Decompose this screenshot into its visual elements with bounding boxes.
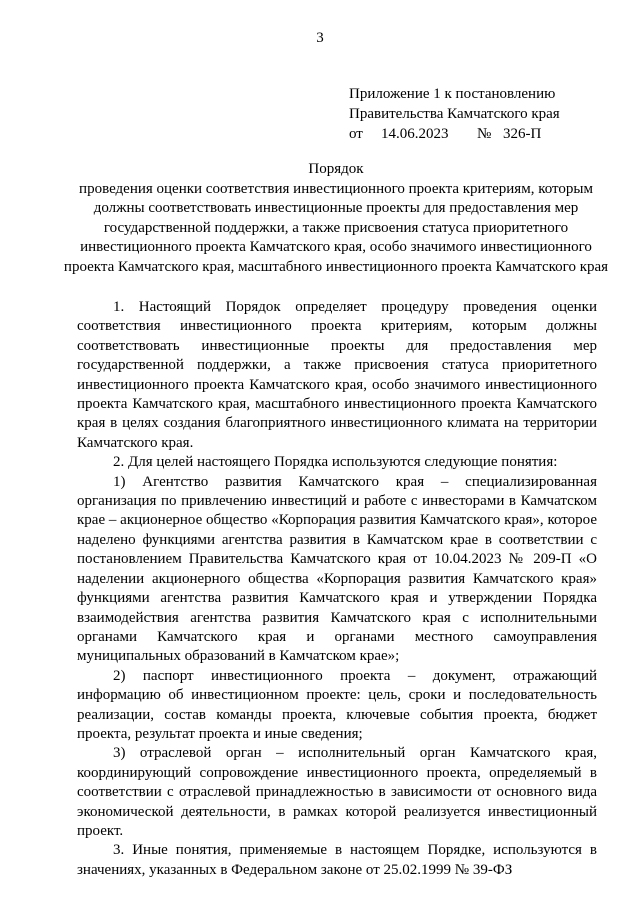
paragraph: 2) паспорт инвестиционного проекта – документ, отражающий информацию об инвестиционном проекте: цель, сроки и последовательность реализации, состав команды проекта, ключевые события проекта, бюджет проекта, результат проекта и иные сведения; <box>77 667 597 742</box>
annex-number-sign: № <box>477 126 492 142</box>
annex-from-label: от <box>349 126 363 142</box>
annex-line-1: Приложение 1 к постановлению <box>349 86 556 102</box>
annex-number: 326-П <box>503 126 542 142</box>
paragraph: 2. Для целей настоящего Порядка используются следующие понятия: <box>113 454 558 471</box>
page-number: 3 <box>316 30 324 46</box>
annex-block <box>349 84 560 144</box>
annex-date: 14.06.2023 <box>381 126 449 142</box>
paragraph: 3) отраслевой орган – исполнительный орган Камчатского края, координирующий сопровождение инвестиционного проекта, определяемый в соответствии с отраслевой принадлежностью в зависимости от основного вида экономической деятельности, в рамках которой реализуется инвестиционный проект. <box>77 745 597 839</box>
title-subtitle: проведения оценки соответствия инвестиционного проекта критериям, которым должны соответствовать инвестиционные проекты для предоставления мер государственной поддержки, а также присвоения статуса приоритетного инвестиционного проекта Камчатского края, особо значимого инвестиционного проекта Камчатского края, масштабного инвестиционного проекта Камчатского края <box>63 180 609 275</box>
annex-date-row <box>349 124 560 144</box>
annex-line-2: Правительства Камчатского края <box>349 106 560 122</box>
paragraph: 1. Настоящий Порядок определяет процедуру проведения оценки соответствия инвестиционного проекта критериям, которым должны соответствовать инвестиционные проекты для предоставления мер государственной поддержки, а также присвоения статуса приоритетного инвестиционного проекта Камчатского края, особо значимого инвестиционного проекта Камчатского края, масштабного инвестиционного проекта Камчатского края в целях создания благоприятного инвестиционного климата на территории Камчатского края. <box>77 299 597 451</box>
paragraph: 1) Агентство развития Камчатского края – специализированная организация по привлечению инвестиций и работе с инвесторами в Камчатском крае – акционерное общество «Корпорация развития Камчатского края», которое наделено функциями агентства развития в Камчатском крае в соответствии с постановлением Правительства Камчатского края от 10.04.2023 № 209-П «О наделении акционерного общества «Корпорация развития Камчатского края» функциями агентства развития Камчатского края и утверждении Порядка взаимодействия агентства развития Камчатского края с исполнительными органами Камчатского края и органами местного самоуправления муниципальных образований в Камчатском крае»; <box>77 473 597 665</box>
paragraph: 3. Иные понятия, применяемые в настоящем Порядке, используются в значениях, указанных в Федеральном законе от 25.02.1999 № 39-ФЗ <box>77 842 597 878</box>
document-title <box>60 160 612 277</box>
title-heading: Порядок <box>308 161 364 177</box>
document-body <box>77 298 597 880</box>
